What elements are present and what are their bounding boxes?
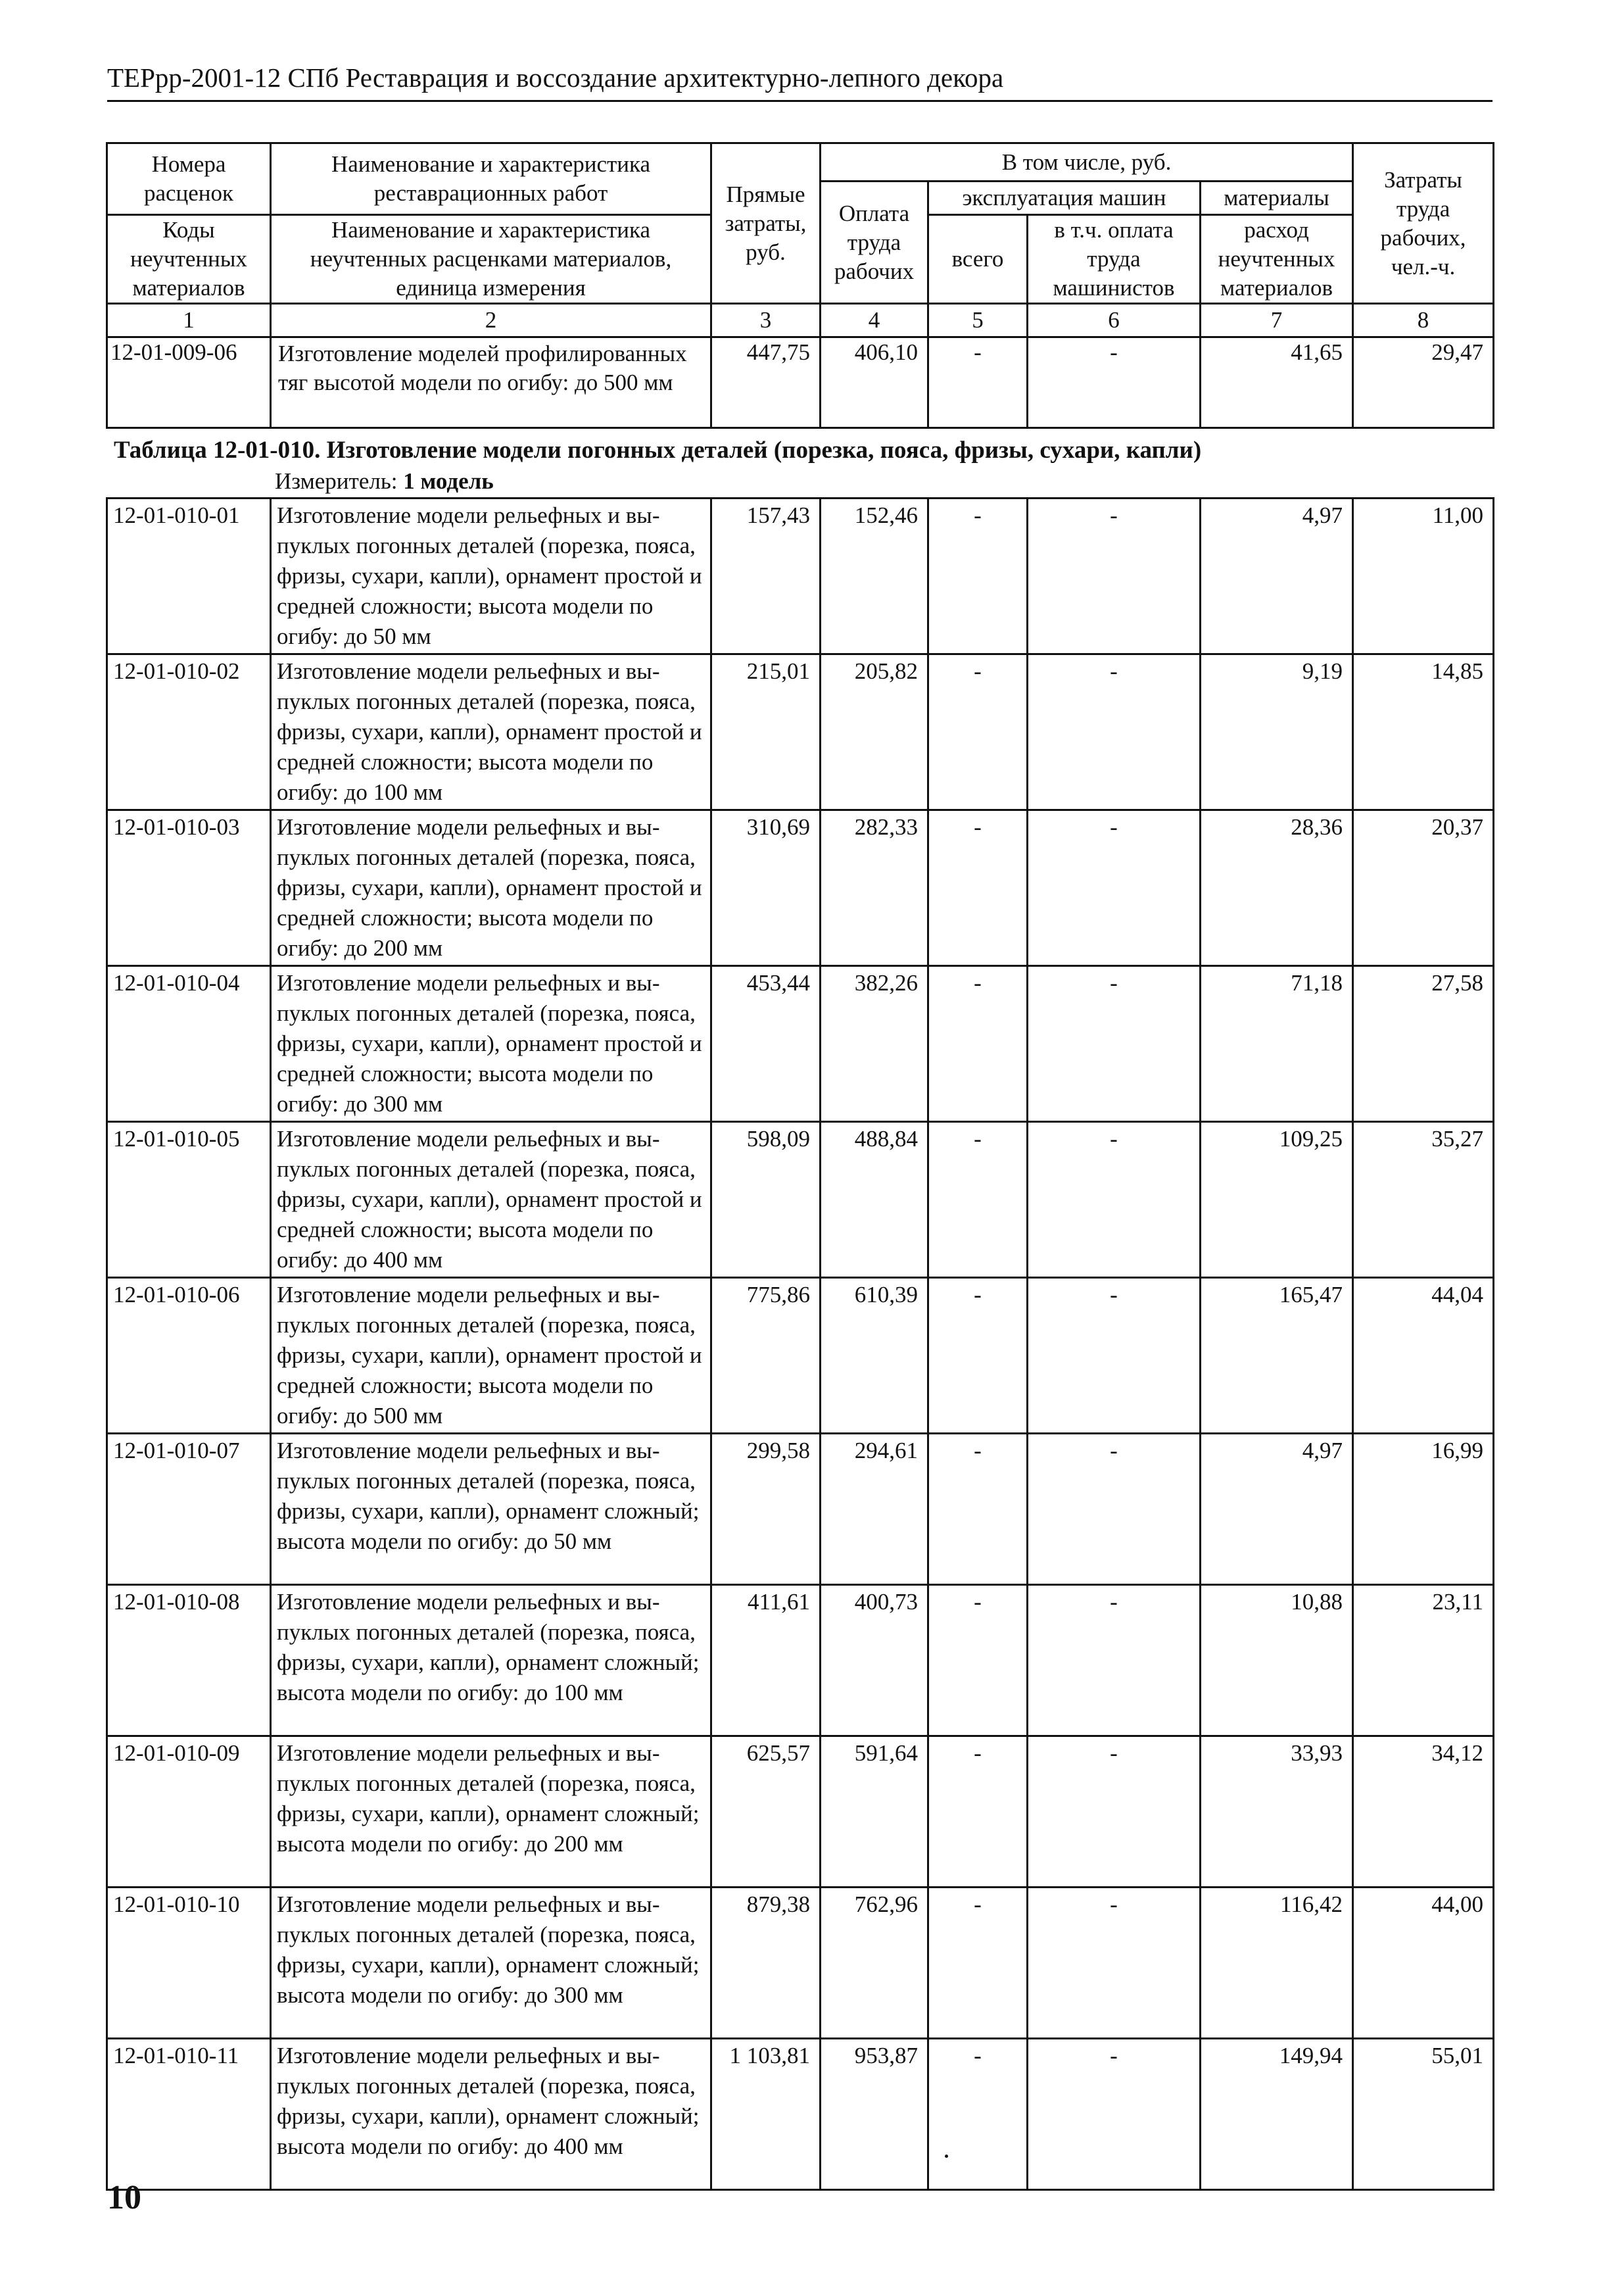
direct-cost: 299,58 [711,1434,821,1585]
rate-description: Изготовление модели рельефных и выпуклых погонных деталей (порезка, пояса, фризы, сухари, капли), орнамент сложный; высота модели по огибу: до 300 мм [271,1888,711,2039]
column-number: 5 [928,304,1028,337]
table-row [107,1585,1494,1736]
direct-cost: 411,61 [711,1585,821,1736]
worker-pay: 610,39 [821,1278,928,1434]
direct-cost: 625,57 [711,1736,821,1888]
measure-value: 1 модель [403,468,494,494]
col-rate-number-header: Номера расценок [107,143,271,215]
worker-pay: 400,73 [821,1585,928,1736]
col-worker-pay-header: Оплата труда рабочих [821,182,928,304]
rate-description: Изготовление моделей профилированных тяг высотой модели по огибу: до 500 мм [271,337,711,428]
direct-cost: 879,38 [711,1888,821,2039]
rate-code: 12-01-010-10 [107,1888,271,2039]
materials-cost: 33,93 [1201,1736,1353,1888]
rate-description: Изготовление модели рельефных и выпуклых погонных деталей (порезка, пояса, фризы, сухари, капли), орнамент простой и средней сложности; высота модели по огибу: до 50 мм [271,499,711,654]
column-number: 6 [1028,304,1201,337]
table-row [107,966,1494,1122]
table-row [107,499,1494,654]
rates-table-body [106,497,1494,2191]
col-material-names-header: Наименование и характеристика неучтенных расценками материалов, единица измерения [271,215,711,304]
col-materials-header: материалы [1201,182,1353,215]
machines-total: - [928,2039,1028,2190]
table-row [107,1434,1494,1585]
direct-cost: 598,09 [711,1122,821,1278]
column-number: 8 [1353,304,1494,337]
rate-code: 12-01-010-02 [107,654,271,810]
machines-total: - [928,1434,1028,1585]
worker-pay: 152,46 [821,499,928,654]
rate-code: 12-01-010-06 [107,1278,271,1434]
measure-line [275,467,494,496]
column-number: 4 [821,304,928,337]
labor-hours: 44,04 [1353,1278,1494,1434]
direct-cost: 310,69 [711,810,821,966]
machines-total: - [928,810,1028,966]
worker-pay: 762,96 [821,1888,928,2039]
worker-pay: 205,82 [821,654,928,810]
table-row [107,337,1494,428]
machines-total: - [928,1278,1028,1434]
labor-hours: 23,11 [1353,1585,1494,1736]
col-machines-total-header: всего [928,215,1028,304]
col-machines-header: эксплуатация машин [928,182,1201,215]
materials-cost: 4,97 [1201,1434,1353,1585]
labor-hours: 29,47 [1353,337,1494,428]
labor-hours: 35,27 [1353,1122,1494,1278]
rate-code: 12-01-010-09 [107,1736,271,1888]
machinist-pay: - [1028,1585,1201,1736]
machinist-pay: - [1028,337,1201,428]
rate-description: Изготовление модели рельефных и выпуклых погонных деталей (порезка, пояса, фризы, сухари, капли), орнамент простой и средней сложности; высота модели по огибу: до 100 мм [271,654,711,810]
rate-description: Изготовление модели рельефных и выпуклых погонных деталей (порезка, пояса, фризы, сухари, капли), орнамент сложный; высота модели по огибу: до 400 мм [271,2039,711,2190]
machinist-pay: - [1028,1278,1201,1434]
page-header-title: ТЕРрр-2001-12 СПб Реставрация и воссоздание архитектурно-лепного декора [107,61,1493,102]
column-numbers-row [107,304,1494,337]
labor-hours: 27,58 [1353,966,1494,1122]
column-number: 3 [711,304,821,337]
labor-hours: 11,00 [1353,499,1494,654]
materials-cost: 116,42 [1201,1888,1353,2039]
machines-total: - [928,1736,1028,1888]
machines-total: - [928,499,1028,654]
machinist-pay: - [1028,1434,1201,1585]
direct-cost: 447,75 [711,337,821,428]
labor-hours: 20,37 [1353,810,1494,966]
rate-description: Изготовление модели рельефных и выпуклых погонных деталей (порезка, пояса, фризы, сухари, капли), орнамент простой и средней сложности; высота модели по огибу: до 200 мм [271,810,711,966]
labor-hours: 55,01 [1353,2039,1494,2190]
rate-description: Изготовление модели рельефных и выпуклых погонных деталей (порезка, пояса, фризы, сухари, капли), орнамент простой и средней сложности; высота модели по огибу: до 300 мм [271,966,711,1122]
labor-hours: 16,99 [1353,1434,1494,1585]
table-row [107,1278,1494,1434]
measure-label: Измеритель: [275,468,398,494]
rate-code: 12-01-010-07 [107,1434,271,1585]
direct-cost: 453,44 [711,966,821,1122]
machines-total: - [928,966,1028,1122]
direct-cost: 1 103,81 [711,2039,821,2190]
materials-cost: 9,19 [1201,654,1353,810]
rate-code: 12-01-010-03 [107,810,271,966]
direct-cost: 215,01 [711,654,821,810]
materials-cost: 149,94 [1201,2039,1353,2190]
machines-total: - [928,654,1028,810]
worker-pay: 953,87 [821,2039,928,2190]
materials-cost: 4,97 [1201,499,1353,654]
machines-total: - [928,1585,1028,1736]
col-material-codes-header: Коды неучтенных материалов [107,215,271,304]
rate-description: Изготовление модели рельефных и выпуклых погонных деталей (порезка, пояса, фризы, сухари, капли), орнамент сложный; высота модели по огибу: до 200 мм [271,1736,711,1888]
col-work-name-header: Наименование и характеристика реставрационных работ [271,143,711,215]
machinist-pay: - [1028,499,1201,654]
table-row [107,810,1494,966]
rate-code: 12-01-010-01 [107,499,271,654]
column-number: 1 [107,304,271,337]
direct-cost: 157,43 [711,499,821,654]
worker-pay: 488,84 [821,1122,928,1278]
machinist-pay: - [1028,1122,1201,1278]
section-title: Таблица 12-01-010. Изготовление модели погонных деталей (порезка, пояса, фризы, сухари, капли) [114,437,1202,464]
machinist-pay: - [1028,2039,1201,2190]
worker-pay: 591,64 [821,1736,928,1888]
machinist-pay: - [1028,1736,1201,1888]
rate-code: 12-01-010-11 [107,2039,271,2190]
col-material-consumption-header: расход неучтенных материалов [1201,215,1353,304]
labor-hours: 14,85 [1353,654,1494,810]
materials-cost: 165,47 [1201,1278,1353,1434]
col-machinist-pay-header: в т.ч. оплата труда машинистов [1028,215,1201,304]
table-row [107,2039,1494,2190]
rate-code: 12-01-009-06 [107,337,271,428]
labor-hours: 44,00 [1353,1888,1494,2039]
col-group-including-header: В том числе, руб. [821,143,1353,182]
materials-cost: 41,65 [1201,337,1353,428]
rate-code: 12-01-010-08 [107,1585,271,1736]
column-number: 2 [271,304,711,337]
materials-cost: 71,18 [1201,966,1353,1122]
materials-cost: 10,88 [1201,1585,1353,1736]
worker-pay: 294,61 [821,1434,928,1585]
machinist-pay: - [1028,1888,1201,2039]
machines-total: - [928,337,1028,428]
worker-pay: 382,26 [821,966,928,1122]
rate-code: 12-01-010-04 [107,966,271,1122]
rates-table-header [106,142,1494,429]
machines-total: - [928,1122,1028,1278]
direct-cost: 775,86 [711,1278,821,1434]
machines-total: - [928,1888,1028,2039]
col-direct-cost-header: Прямые затраты, руб. [711,143,821,304]
machinist-pay: - [1028,654,1201,810]
rate-description: Изготовление модели рельефных и выпуклых погонных деталей (порезка, пояса, фризы, сухари, капли), орнамент сложный; высота модели по огибу: до 50 мм [271,1434,711,1585]
machinist-pay: - [1028,966,1201,1122]
labor-hours: 34,12 [1353,1736,1494,1888]
rate-description: Изготовление модели рельефных и выпуклых погонных деталей (порезка, пояса, фризы, сухари, капли), орнамент сложный; высота модели по огибу: до 100 мм [271,1585,711,1736]
table-row [107,1736,1494,1888]
worker-pay: 282,33 [821,810,928,966]
materials-cost: 109,25 [1201,1122,1353,1278]
materials-cost: 28,36 [1201,810,1353,966]
column-number: 7 [1201,304,1353,337]
table-row [107,654,1494,810]
page-number: 10 [107,2179,141,2216]
col-labor-hours-header: Затраты труда рабочих, чел.-ч. [1353,143,1494,304]
stray-dot [945,2155,948,2158]
rate-code: 12-01-010-05 [107,1122,271,1278]
machinist-pay: - [1028,810,1201,966]
table-row [107,1122,1494,1278]
worker-pay: 406,10 [821,337,928,428]
rate-description: Изготовление модели рельефных и выпуклых погонных деталей (порезка, пояса, фризы, сухари, капли), орнамент простой и средней сложности; высота модели по огибу: до 400 мм [271,1122,711,1278]
table-row [107,1888,1494,2039]
rate-description: Изготовление модели рельефных и выпуклых погонных деталей (порезка, пояса, фризы, сухари, капли), орнамент простой и средней сложности; высота модели по огибу: до 500 мм [271,1278,711,1434]
